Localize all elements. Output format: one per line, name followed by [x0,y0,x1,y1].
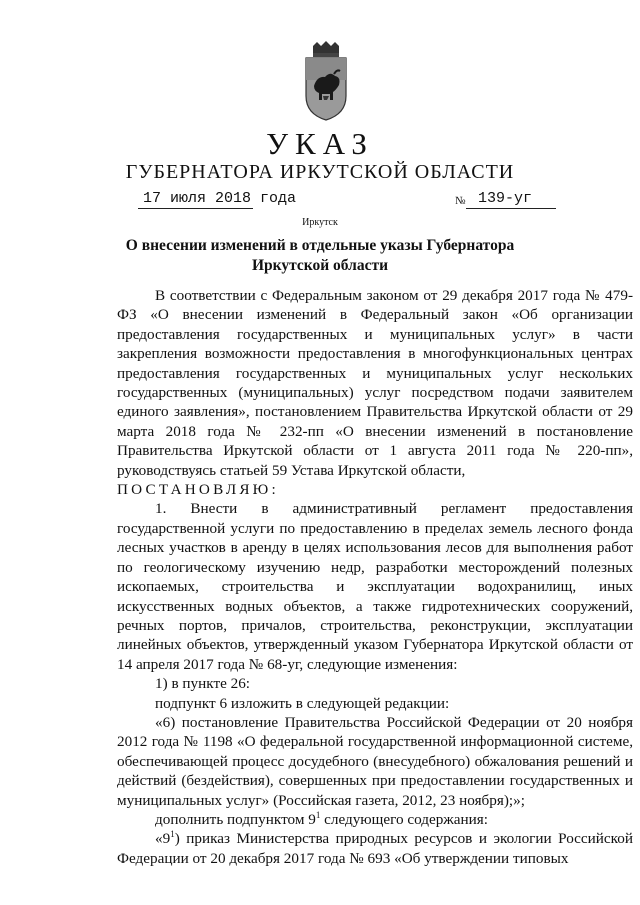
decree-body [117,286,633,868]
add-subitem-intro [117,810,633,829]
new-subitem-open: «9 [155,830,171,848]
city-name: Иркутск [302,217,338,228]
new-subitem-text: ) приказ Министерства природных ресурсов и экологии Российской Федерации от 20 декабря 2017 года № 693 «Об утверждении типовых [117,830,633,867]
new-subitem-superscript: 1 [170,829,175,840]
preamble-paragraph: В соответствии с Федеральным законом от 29 декабря 2017 года № 479-ФЗ «О внесении изменений в Федеральный закон «Об организации предоставления государственных и муниципальных услуг» в части закрепления возможности предоставления в многофункциональных центрах предоставления государственных и муниципальных услуг нескольких государственных (муниципальных) услуг посредством подачи заявителем единого заявления», постановлением Правительства Иркутской области от 29 марта 2018 года № 232-пп «О внесении изменений в постановление Правительства Иркутской области от 1 августа 2011 года № 220-пп», руководствуясь статьей 59 Устава Иркутской области, [117,287,633,479]
coat-of-arms-icon [303,40,349,122]
item-1-paragraph: 1. Внести в административный регламент предоставления государственной услуги по предоставлению в пределах земель лесного фонда лесных участков в аренду в целях использования лесов для выполнения работ по геологическому изучению недр, разработки месторождений полезных ископаемых, строительства и эксплуатации водохранилищ, иных искусственных водных объектов, а также гидротехнических сооружений, речных портов, причалов, строительства, реконструкции, эксплуатации линейных объектов, утвержденный указом Губернатора Иркутской области от 14 апреля 2017 года № 68-уг, следующие изменения: [117,500,633,673]
number-sign: № [455,195,466,207]
add-subitem-superscript: 1 [315,809,321,820]
add-subitem-text-a: дополнить подпунктом 9 [155,810,316,828]
date-underline [138,208,253,209]
decree-heading: О внесении изменений в отдельные указы Губернатора Иркутской области [125,237,515,274]
decree-date: 17 июля 2018 года [143,190,297,207]
new-subitem-paragraph [117,829,633,868]
number-underline [466,208,556,209]
add-subitem-text-b: следующего содержания: [320,810,488,828]
decree-number: 139-уг [478,190,533,207]
decree-word: ПОСТАНОВЛЯЮ: [117,481,279,499]
document-subtitle: ГУБЕРНАТОРА ИРКУТСКОЙ ОБЛАСТИ [125,161,515,183]
item-1-1-paragraph: 1) в пункте 26: [155,675,251,693]
subitem-6-text: «6) постановление Правительства Российской Федерации от 20 ноября 2012 года № 1198 «О федеральной государственной информационной системе, обеспечивающей процесс досудебного (внесудебного) обжалования решений и действий (бездействия), совершенных при предоставлении государственных и муниципальных услуг» (Российская газета, 2012, 23 ноября);»; [117,713,633,809]
document-title: УКАЗ [266,126,374,161]
subitem-6-intro: подпункт 6 изложить в следующей редакции: [155,694,450,712]
